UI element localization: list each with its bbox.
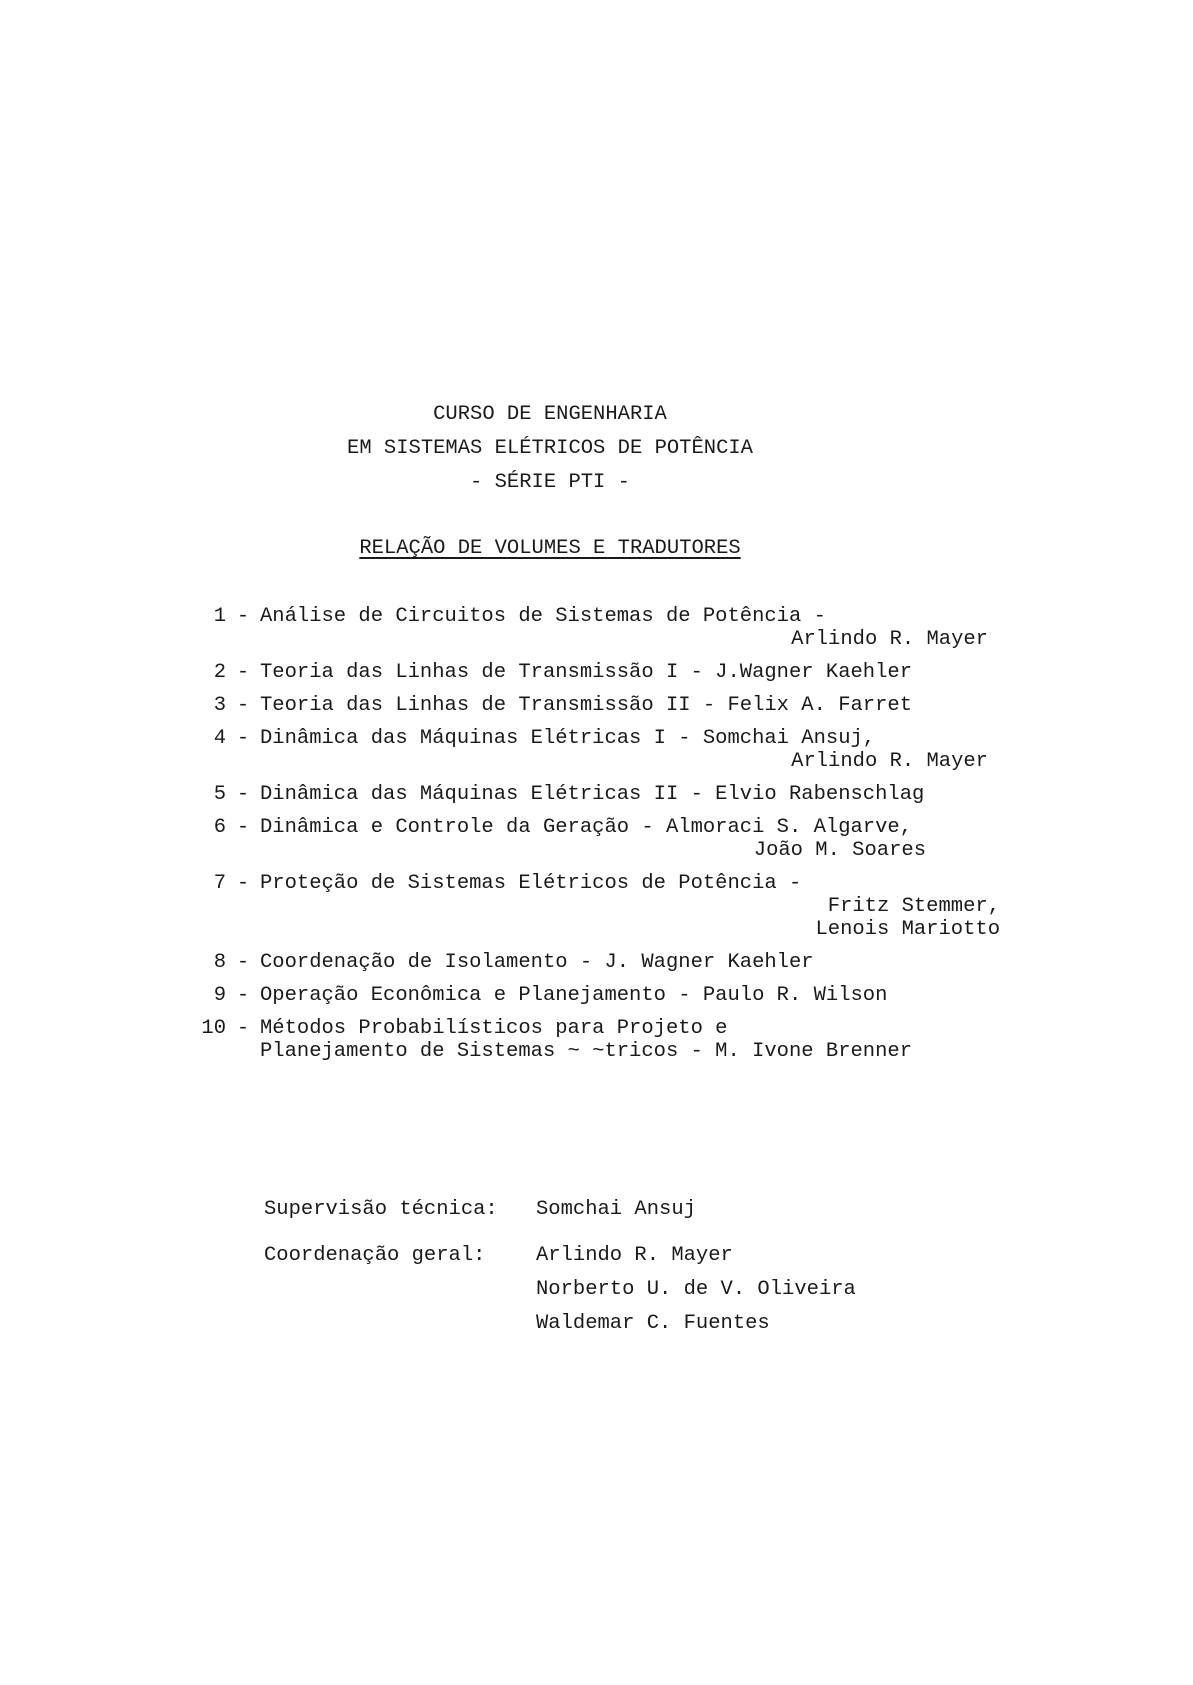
volume-title-continued: Planejamento de Sistemas ~ ~tricos - M. Ivone Brenner xyxy=(260,1040,913,1063)
volume-item xyxy=(180,727,1080,773)
separator: - xyxy=(236,984,250,1007)
volume-item xyxy=(180,1017,1080,1063)
separator: - xyxy=(236,816,250,839)
course-title: CURSO DE ENGENHARIA xyxy=(433,403,667,426)
title-block xyxy=(0,398,1100,500)
section-heading: RELAÇÃO DE VOLUMES E TRADUTORES xyxy=(359,537,741,560)
volume-translator: Arlindo R. Mayer xyxy=(791,750,988,773)
separator: - xyxy=(236,694,250,717)
coordination-row xyxy=(264,1239,856,1341)
volume-number: 5 xyxy=(213,783,226,806)
volume-title: Métodos Probabilísticos para Projeto e xyxy=(260,1017,728,1040)
volume-item xyxy=(180,984,1080,1007)
volume-translator: João M. Soares xyxy=(753,839,926,862)
volume-title: Operação Econômica e Planejamento - Paulo R. Wilson xyxy=(260,984,888,1007)
volume-item xyxy=(180,872,1080,941)
separator: - xyxy=(236,661,250,684)
series-name: - SÉRIE PTI - xyxy=(470,471,630,494)
volume-number: 4 xyxy=(213,727,226,750)
volume-number: 10 xyxy=(201,1017,226,1040)
volume-item xyxy=(180,605,1080,651)
course-subtitle: EM SISTEMAS ELÉTRICOS DE POTÊNCIA xyxy=(347,437,753,460)
separator: - xyxy=(236,727,250,750)
volume-title: Análise de Circuitos de Sistemas de Potência - xyxy=(260,605,826,628)
coordination-name: Norberto U. de V. Oliveira xyxy=(536,1278,856,1301)
volume-translator: Arlindo R. Mayer xyxy=(791,628,988,651)
separator: - xyxy=(236,1017,250,1040)
volume-number: 6 xyxy=(213,816,226,839)
volume-number: 3 xyxy=(213,694,226,717)
separator: - xyxy=(236,872,250,895)
credits-block xyxy=(264,1193,856,1341)
volume-title: Coordenação de Isolamento - J. Wagner Kaehler xyxy=(260,951,814,974)
volume-number: 2 xyxy=(213,661,226,684)
coordination-label: Coordenação geral: xyxy=(264,1244,486,1267)
volume-translator: Fritz Stemmer, xyxy=(827,895,1000,918)
volume-title: Dinâmica e Controle da Geração - Almoraci S. Algarve, xyxy=(260,816,913,839)
separator: - xyxy=(236,951,250,974)
separator: - xyxy=(236,783,250,806)
supervision-label: Supervisão técnica: xyxy=(264,1198,498,1221)
volume-title: Dinâmica das Máquinas Elétricas I - Somchai Ansuj, xyxy=(260,727,876,750)
volume-number: 8 xyxy=(213,951,226,974)
volume-number: 9 xyxy=(213,984,226,1007)
volume-item xyxy=(180,661,1080,684)
coordination-name: Waldemar C. Fuentes xyxy=(536,1312,770,1335)
volume-translator: Lenois Mariotto xyxy=(815,918,1000,941)
volume-title: Proteção de Sistemas Elétricos de Potência - xyxy=(260,872,802,895)
volume-item xyxy=(180,951,1080,974)
coordination-name: Arlindo R. Mayer xyxy=(536,1244,733,1267)
volume-number: 7 xyxy=(213,872,226,895)
volume-title: Teoria das Linhas de Transmissão II - Felix A. Farret xyxy=(260,694,913,717)
volume-item xyxy=(180,783,1080,806)
separator: - xyxy=(236,605,250,628)
volume-item xyxy=(180,694,1080,717)
supervision-name: Somchai Ansuj xyxy=(536,1198,696,1221)
volume-item xyxy=(180,816,1080,862)
volume-title: Teoria das Linhas de Transmissão I - J.Wagner Kaehler xyxy=(260,661,913,684)
supervision-row xyxy=(264,1193,856,1227)
volume-title: Dinâmica das Máquinas Elétricas II - Elvio Rabenschlag xyxy=(260,783,925,806)
volume-list xyxy=(180,605,1080,1073)
volume-number: 1 xyxy=(213,605,226,628)
